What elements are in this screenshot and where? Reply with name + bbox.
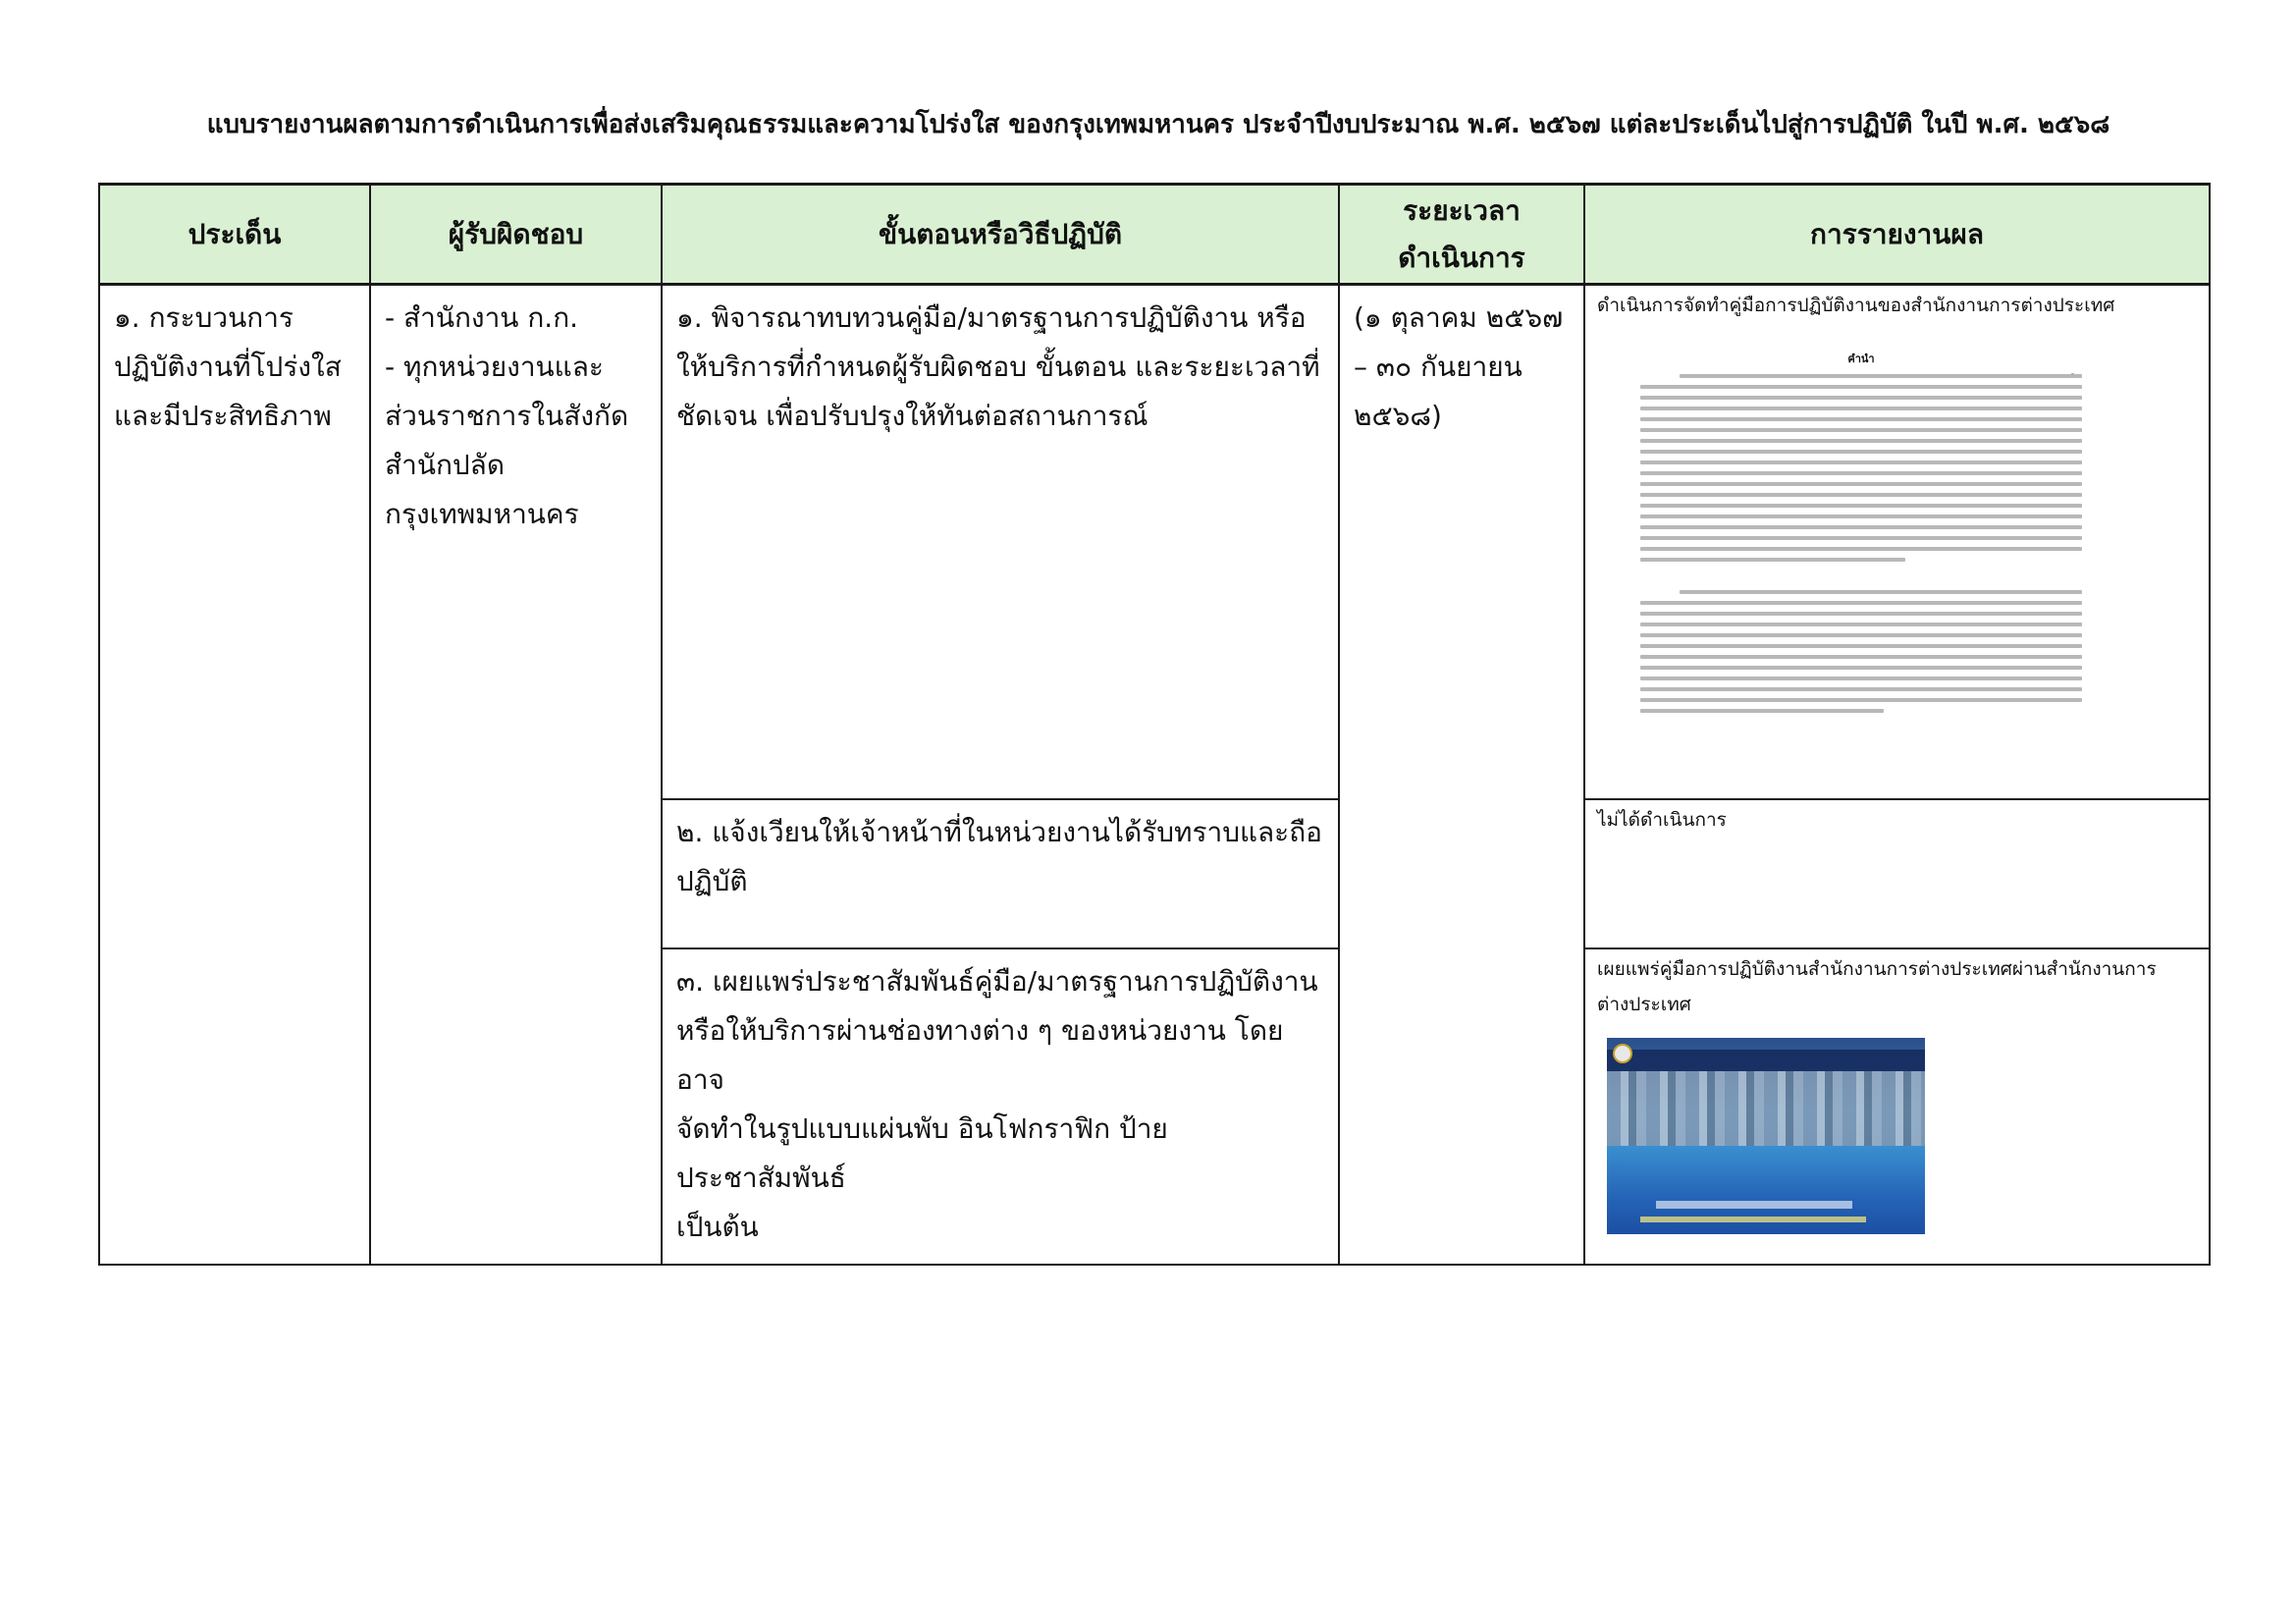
step-cell-2 (662, 799, 1339, 948)
issue-line: และมีประสิทธิภาพ (114, 400, 332, 432)
table-header-row (99, 185, 2210, 285)
report-table (98, 183, 2211, 1266)
report-line: เผยแพร่คู่มือการปฏิบัติงานสำนักงานการต่างประเทศผ่านสำนักงานการ (1597, 957, 2157, 980)
step-line: ชัดเจน เพื่อปรับปรุงให้ทันต่อสถานการณ์ (676, 400, 1148, 432)
period-line: – ๓๐ กันยายน (1354, 351, 1522, 383)
step-cell-3 (662, 948, 1339, 1265)
responsible-line: ส่วนราชการในสังกัด (385, 400, 629, 432)
responsible-line: - ทุกหน่วยงานและ (385, 351, 604, 383)
report-line: ไม่ได้ดำเนินการ (1597, 808, 1727, 831)
header-responsible: ผู้รับผิดชอบ (370, 185, 662, 285)
step-line: ให้บริการที่กำหนดผู้รับผิดชอบ ขั้นตอน และระยะเวลาที่ (676, 351, 1320, 383)
table-row (99, 285, 2210, 799)
header-report: การรายงานผล (1584, 185, 2210, 285)
header-issue: ประเด็น (99, 185, 370, 285)
responsible-cell (370, 285, 662, 1265)
issue-cell (99, 285, 370, 1265)
report-cell-3 (1584, 948, 2210, 1265)
report-line: ดำเนินการจัดทำคู่มือการปฏิบัติงานของสำนักงานการต่างประเทศ (1597, 295, 2115, 316)
thumbnail-heading: คำนำ (1847, 352, 1875, 365)
thumbnail-page-mark: - (2070, 369, 2074, 379)
issue-line: ๑. กระบวนการ (114, 301, 294, 334)
period-line: (๑ ตุลาคม ๒๕๖๗ (1354, 301, 1564, 334)
poster-subcaption (1640, 1217, 1866, 1222)
report-cell-2 (1584, 799, 2210, 948)
manual-preface-thumbnail (1640, 352, 2082, 785)
step-line: ๒. แจ้งเวียนให้เจ้าหน้าที่ในหน่วยงานได้รับทราบและถือ (676, 815, 1322, 848)
step-line: เป็นต้น (676, 1210, 759, 1243)
period-line: ๒๕๖๘) (1354, 400, 1442, 432)
poster-caption (1656, 1201, 1852, 1209)
page-title: แบบรายงานผลตามการดำเนินการเพื่อส่งเสริมคุณธรรมและความโปร่งใส ของกรุงเทพมหานคร ประจำปีงบประมาณ พ.ศ. ๒๕๖๗ แต่ละประเด็นไปสู่การปฏิบัติ ในปี พ.ศ. ๒๕๖๘ (206, 110, 2110, 139)
step-line: จัดทำในรูปแบบแผ่นพับ อินโฟกราฟิก ป้ายประชาสัมพันธ์ (676, 1111, 1168, 1194)
step-line: ๓. เผยแพร่ประชาสัมพันธ์คู่มือ/มาตรฐานการปฏิบัติงาน (676, 964, 1318, 998)
step-line: หรือให้บริการผ่านช่องทางต่าง ๆ ของหน่วยงาน โดยอาจ (676, 1013, 1284, 1096)
header-steps: ขั้นตอนหรือวิธีปฏิบัติ (662, 185, 1339, 285)
responsible-line: - สำนักงาน ก.ก. (385, 301, 579, 334)
report-line: ต่างประเทศ (1597, 993, 1691, 1015)
poster-logo-icon (1613, 1044, 1632, 1063)
step-line: ปฏิบัติ (676, 864, 748, 897)
step-line: ๑. พิจารณาทบทวนคู่มือ/มาตรฐานการปฏิบัติงาน หรือ (676, 301, 1307, 334)
issue-line: ปฏิบัติงานที่โปร่งใส (114, 351, 342, 383)
header-period (1339, 185, 1584, 285)
header-period-line2: ดำเนินการ (1398, 241, 1525, 274)
step-cell-1 (662, 285, 1339, 799)
responsible-line: กรุงเทพมหานคร (385, 498, 579, 530)
responsible-line: สำนักปลัด (385, 449, 506, 481)
promotion-poster-image (1607, 1038, 1925, 1234)
report-cell-1 (1584, 285, 2210, 799)
header-period-line1: ระยะเวลา (1403, 193, 1521, 227)
period-cell (1339, 285, 1584, 1265)
poster-header-band (1607, 1050, 1925, 1071)
